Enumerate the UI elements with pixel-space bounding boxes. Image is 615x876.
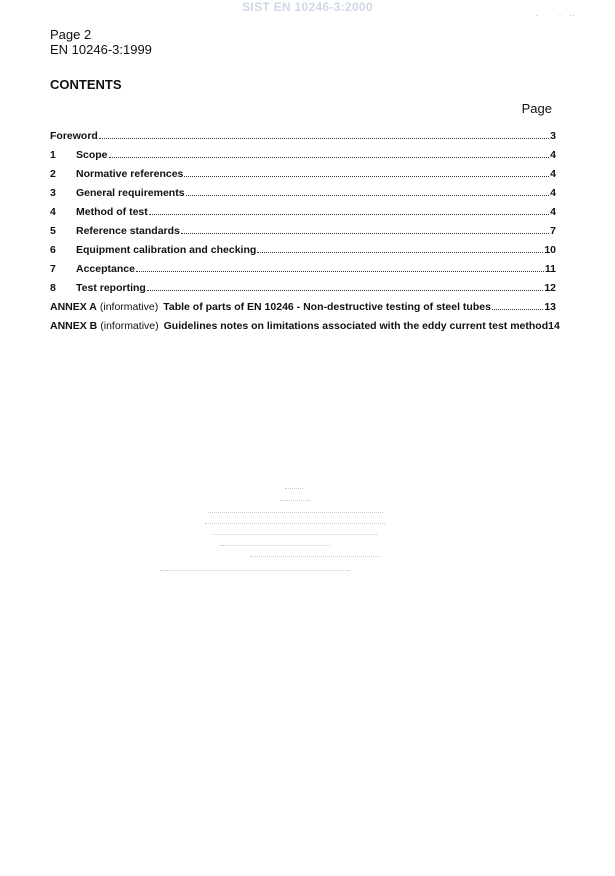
toc-entry-reference-standards[interactable] [50,225,556,244]
toc-entry-number: 7 [50,263,56,275]
toc-leader-dots [181,233,549,234]
toc-entry-page: 7 [550,225,556,237]
toc-entry-title: Normative references [76,168,184,180]
toc-entry-number: 4 [50,206,56,218]
toc-entry-title: Test reporting [76,282,146,294]
toc-entry-number: 2 [50,168,56,180]
toc-entry-number: 1 [50,149,56,161]
toc-entry-title: Foreword [50,130,98,142]
toc-entry-page: 11 [544,263,556,275]
annex-type: (informative) [100,320,159,332]
toc-leader-dots [186,195,550,196]
toc-entry-equipment-calibration[interactable] [50,244,556,263]
toc-entry-page: 4 [550,149,556,161]
toc-entry-page: 4 [550,206,556,218]
annex-label: ANNEX B [50,320,98,332]
page-column-label: Page [521,101,552,116]
standard-reference: EN 10246-3:1999 [50,42,152,57]
annex-type: (informative) [99,301,159,313]
toc-entry-annex-b[interactable] [50,320,560,339]
toc-entry-number: 5 [50,225,56,237]
toc-entry-page: 10 [544,244,556,256]
toc-entry-page: 4 [550,187,556,199]
scan-specks: · · ·· [535,10,575,20]
toc-entry-title: Equipment calibration and checking [76,244,257,256]
toc-entry-title: Guidelines notes on limitations associated with the eddy current test method [163,320,549,332]
table-of-contents [50,130,560,339]
annex-label: ANNEX A [50,301,97,313]
toc-entry-test-reporting[interactable] [50,282,556,301]
toc-entry-page: 4 [550,168,556,180]
toc-entry-method-of-test[interactable] [50,206,556,225]
toc-entry-number: 6 [50,244,56,256]
toc-entry-general-requirements[interactable] [50,187,556,206]
toc-entry-title: Reference standards [76,225,180,237]
toc-entry-number: 3 [50,187,56,199]
toc-entry-annex-a[interactable] [50,301,556,320]
page-header [50,27,152,57]
toc-entry-title: Scope [76,149,108,161]
toc-leader-dots [109,157,550,158]
toc-entry-foreword[interactable] [50,130,556,149]
toc-entry-page: 13 [544,301,556,313]
toc-entry-page: 3 [550,130,556,142]
page-number: Page 2 [50,27,92,42]
toc-leader-dots [149,214,549,215]
toc-leader-dots [492,309,543,310]
toc-entry-scope[interactable] [50,149,556,168]
toc-leader-dots [184,176,549,177]
toc-entry-page: 12 [544,282,556,294]
toc-entry-acceptance[interactable] [50,263,556,282]
toc-leader-dots [136,271,544,272]
toc-entry-title: Acceptance [76,263,135,275]
faded-stamp-impression [160,480,390,590]
toc-entry-normative-references[interactable] [50,168,556,187]
contents-heading: CONTENTS [50,77,122,92]
toc-leader-dots [99,138,549,139]
document-watermark: SIST EN 10246-3:2000 [242,0,373,14]
toc-entry-title: General requirements [76,187,185,199]
toc-entry-page: 14 [548,320,560,332]
toc-leader-dots [147,290,544,291]
toc-entry-number: 8 [50,282,56,294]
toc-leader-dots [257,252,543,253]
toc-entry-title: Table of parts of EN 10246 - Non-destructive testing of steel tubes [163,301,491,313]
toc-entry-title: Method of test [76,206,148,218]
